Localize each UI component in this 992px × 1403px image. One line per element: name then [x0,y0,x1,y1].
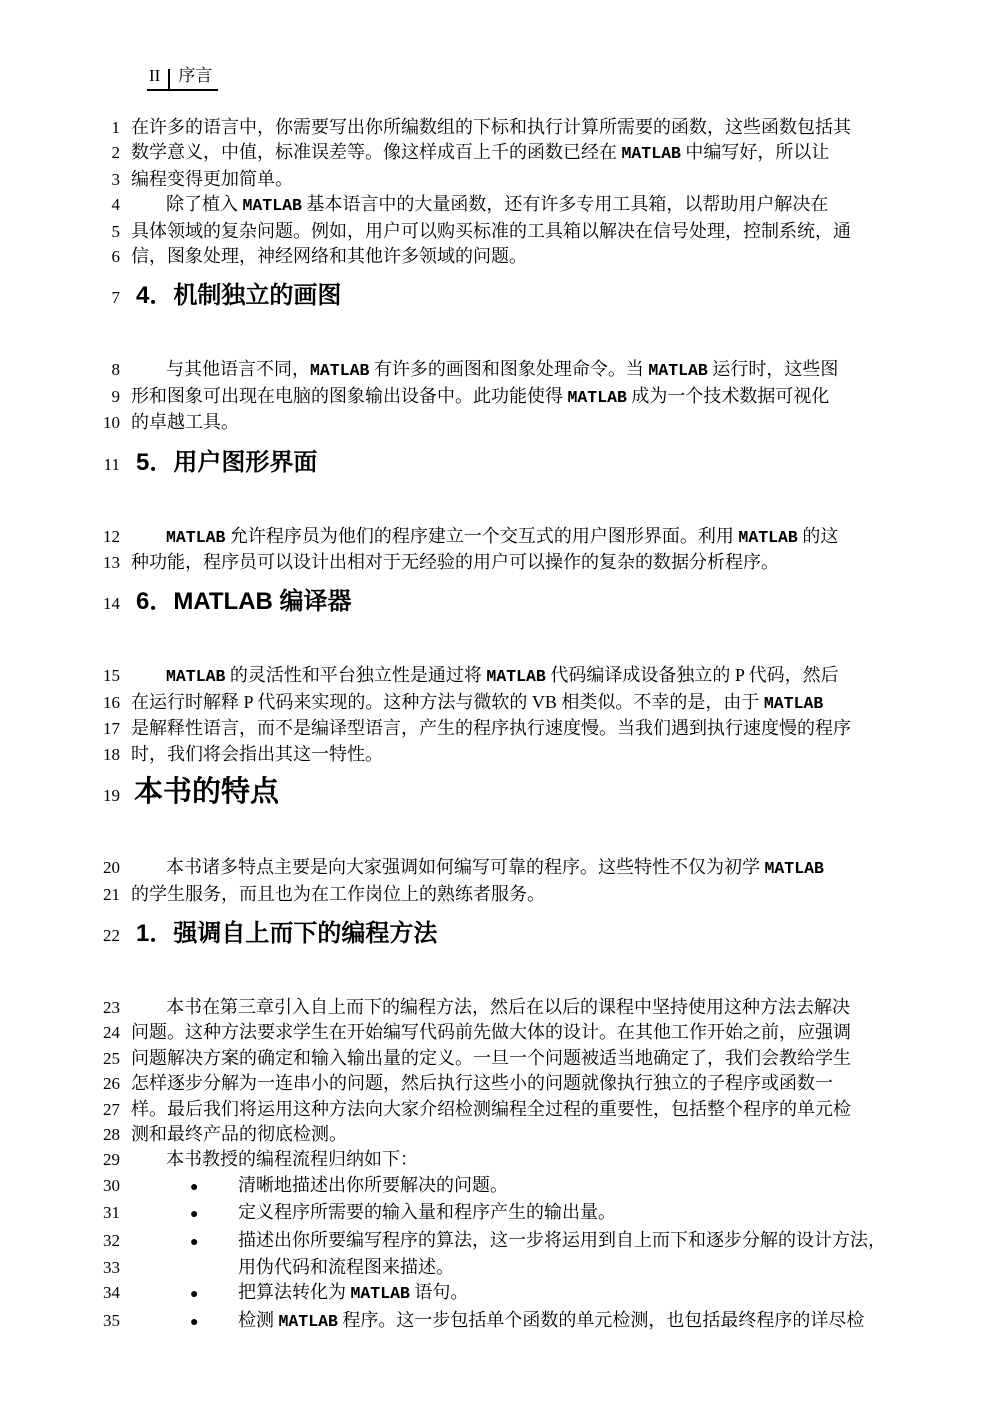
page-header [147,66,218,91]
line-number: 5 [111,221,120,241]
line-content [136,281,992,311]
line-number: 22 [103,925,120,945]
header-page-number: II [149,66,161,85]
line-number: 26 [103,1074,120,1094]
paragraph-line [0,1147,992,1172]
line-text: 在运行时解释 P 代码来实现的。这种方法与微软的 VB 相类似。不幸的是，由于 MATLAB [131,691,824,713]
line-number: 3 [111,169,120,189]
line-number: 29 [103,1150,120,1170]
paragraph-line [0,1071,992,1096]
line-text: 描述出你所要编写程序的算法，这一步将运用到自上而下和逐步分解的设计方法， [238,1229,886,1250]
matlab-keyword: MATLAB [166,667,226,687]
line-text: 清晰地描述出你所要解决的问题。 [238,1174,508,1195]
section-heading [0,575,992,663]
line-number: 15 [103,666,120,686]
document-body [0,115,992,1335]
header-section-title: 序言 [178,66,213,85]
line-number: 25 [103,1048,120,1068]
header-label [147,66,218,91]
paragraph-line [0,995,992,1020]
bullet-item [0,1280,992,1307]
line-number: 20 [103,858,120,878]
line-number: 23 [103,997,120,1017]
line-text: 测和最终产品的彻底检测。 [131,1123,347,1144]
line-text: MATLAB 的灵活性和平台独立性是通过将 MATLAB 代码编译成设备独立的 P 代码，然后 [166,665,839,687]
line-text: 除了植入 MATLAB 基本语言中的大量函数，还有许多专用工具箱，以帮助用户解决在 [166,194,829,216]
section-heading [0,436,992,524]
line-content [131,663,992,689]
line-number: 7 [111,288,120,308]
section-heading [0,269,992,357]
line-content [131,1200,992,1227]
line-content [131,1071,992,1096]
line-text: 检测 MATLAB 程序。这一步包括单个函数的单元检测，也包括最终程序的详尽检 [238,1309,865,1331]
line-text: 信，图象处理，神经网络和其他许多领域的问题。 [131,246,527,267]
matlab-keyword: MATLAB [278,1311,338,1331]
line-content [131,550,992,575]
paragraph-line [0,524,992,550]
line-text: 的卓越工具。 [131,412,239,433]
bullet-item-continuation [0,1255,992,1280]
chapter-heading [0,767,992,855]
line-content [131,1020,992,1045]
line-content [131,742,992,767]
bullet-icon: ● [190,1314,199,1330]
line-text: 6．MATLAB 编译器 [136,588,352,616]
matlab-keyword: MATLAB [486,667,546,687]
paragraph-line [0,855,992,881]
line-number: 16 [103,692,120,712]
line-number: 31 [103,1203,120,1223]
section-heading [0,907,992,995]
line-number: 10 [103,413,120,433]
paragraph-line [0,742,992,767]
bullet-icon: ● [190,1234,199,1250]
line-content [131,1046,992,1071]
line-text: 1．强调自上而下的编程方法 [136,919,438,947]
line-text: 4．机制独立的画图 [136,282,342,310]
matlab-keyword: MATLAB [738,527,798,547]
line-number: 8 [111,360,120,380]
line-text: 问题解决方案的确定和输入输出量的定义。一旦一个问题被适当地确定了，我们会教给学生 [131,1047,851,1068]
line-text: 用伪代码和流程图来描述。 [238,1256,454,1277]
line-text: 是解释性语言，而不是编译型语言，产生的程序执行速度慢。当我们遇到执行速度慢的程序 [131,718,851,739]
line-number: 17 [103,719,120,739]
matlab-keyword: MATLAB [166,527,226,547]
paragraph-line [0,244,992,269]
matlab-keyword: MATLAB [621,144,681,164]
line-text: 具体领域的复杂问题。例如，用户可以购买标准的工具箱以解决在信号处理，控制系统，通 [131,220,851,241]
paragraph-line [0,1020,992,1045]
line-number: 2 [111,143,120,163]
paragraph-line [0,550,992,575]
line-content [136,587,992,617]
line-number: 34 [103,1283,120,1303]
line-text: 在许多的语言中，你需要写出你所编数组的下标和执行计算所需要的函数，这些函数包括其 [131,117,851,137]
paragraph-line [0,1046,992,1071]
line-content [131,524,992,550]
line-content [131,384,992,410]
matlab-keyword: MATLAB [310,361,370,381]
bullet-icon: ● [190,1179,199,1195]
line-text: 样。最后我们将运用这种方法向大家介绍检测编程全过程的重要性，包括整个程序的单元检 [131,1098,851,1119]
line-number: 12 [103,526,120,546]
paragraph-line [0,384,992,410]
line-content [134,773,992,811]
paragraph-line [0,1097,992,1122]
line-text: 本书教授的编程流程归纳如下： [166,1149,418,1170]
line-content [131,219,992,244]
line-number: 32 [103,1230,120,1250]
line-number: 28 [103,1124,120,1144]
line-content [131,1173,992,1200]
matlab-keyword: MATLAB [567,387,627,407]
bullet-icon: ● [190,1207,199,1223]
line-text: 的学生服务，而且也为在工作岗位上的熟练者服务。 [131,883,545,904]
paragraph-line [0,1122,992,1147]
bullet-item [0,1228,992,1255]
line-content [131,140,992,166]
line-number: 33 [103,1257,120,1277]
header-divider-bar [168,69,170,91]
line-text: 编程变得更加简单。 [131,168,293,189]
bullet-icon: ● [190,1287,199,1303]
line-content [131,1255,992,1280]
line-number: 24 [103,1023,120,1043]
paragraph-line [0,663,992,689]
line-content [131,410,992,435]
line-content [131,995,992,1020]
line-text: 数学意义，中值，标准误差等。像这样成百上千的函数已经在 MATLAB 中编写好，所以让 [131,142,830,164]
line-content [136,919,992,949]
line-number: 4 [111,195,120,215]
line-number: 11 [103,454,120,474]
line-content [131,1147,992,1172]
line-number: 30 [103,1175,120,1195]
line-content [131,1308,992,1335]
line-text: MATLAB 允许程序员为他们的程序建立一个交互式的用户图形界面。利用 MATLAB 的这 [166,525,839,547]
line-content [131,855,992,881]
matlab-keyword: MATLAB [648,361,708,381]
line-text: 本书诸多特点主要是向大家强调如何编写可靠的程序。这些特性不仅为初学 MATLAB [166,857,824,879]
line-text: 问题。这种方法要求学生在开始编写代码前先做大体的设计。在其他工作开始之前，应强调 [131,1022,851,1043]
line-content [131,716,992,741]
paragraph-line [0,219,992,244]
line-content [131,115,992,140]
line-content [131,244,992,269]
line-number: 27 [103,1099,120,1119]
line-number: 14 [103,594,120,614]
bullet-item [0,1308,992,1335]
paragraph-line [0,716,992,741]
line-text: 种功能，程序员可以设计出相对于无经验的用户可以操作的复杂的数据分析程序。 [131,552,779,573]
line-content [131,167,992,192]
line-content [131,1228,992,1255]
line-content [131,690,992,716]
line-text: 形和图象可出现在电脑的图象输出设备中。此功能使得 MATLAB 成为一个技术数据可视化 [131,385,830,407]
line-number: 6 [111,247,120,267]
line-text: 时，我们将会指出其这一特性。 [131,743,383,764]
paragraph-line [0,115,992,140]
matlab-keyword: MATLAB [350,1284,410,1304]
bullet-item [0,1173,992,1200]
line-content [131,882,992,907]
paragraph-line [0,410,992,435]
line-content [131,1122,992,1147]
matlab-keyword: MATLAB [763,693,824,713]
line-number: 35 [103,1310,120,1330]
line-number: 1 [111,118,120,137]
line-content [136,448,992,478]
line-content [131,357,992,383]
line-text: 与其他语言不同，MATLAB 有许多的画图和图象处理命令。当 MATLAB 运行时，这些图 [166,359,839,381]
line-number: 9 [111,386,120,406]
line-number: 21 [103,884,120,904]
paragraph-line [0,882,992,907]
matlab-keyword: MATLAB [242,196,302,216]
paragraph-line [0,357,992,383]
line-text: 本书在第三章引入自上而下的编程方法，然后在以后的课程中坚持使用这种方法去解决 [166,996,850,1017]
paragraph-line [0,690,992,716]
line-number: 19 [103,786,120,806]
line-text: 把算法转化为 MATLAB 语句。 [238,1282,469,1304]
line-text: 本书的特点 [134,776,280,809]
line-number: 18 [103,744,120,764]
line-content [131,1280,992,1307]
paragraph-line [0,167,992,192]
matlab-keyword: MATLAB [764,859,824,879]
line-content [131,192,992,218]
paragraph-line [0,192,992,218]
line-number: 13 [103,553,120,573]
paragraph-line [0,140,992,166]
line-content [131,1097,992,1122]
line-text: 怎样逐步分解为一连串小的问题，然后执行这些小的问题就像执行独立的子程序或函数一 [131,1073,833,1094]
bullet-item [0,1200,992,1227]
line-text: 5．用户图形界面 [136,448,318,476]
line-text: 定义程序所需要的输入量和程序产生的输出量。 [238,1202,616,1223]
